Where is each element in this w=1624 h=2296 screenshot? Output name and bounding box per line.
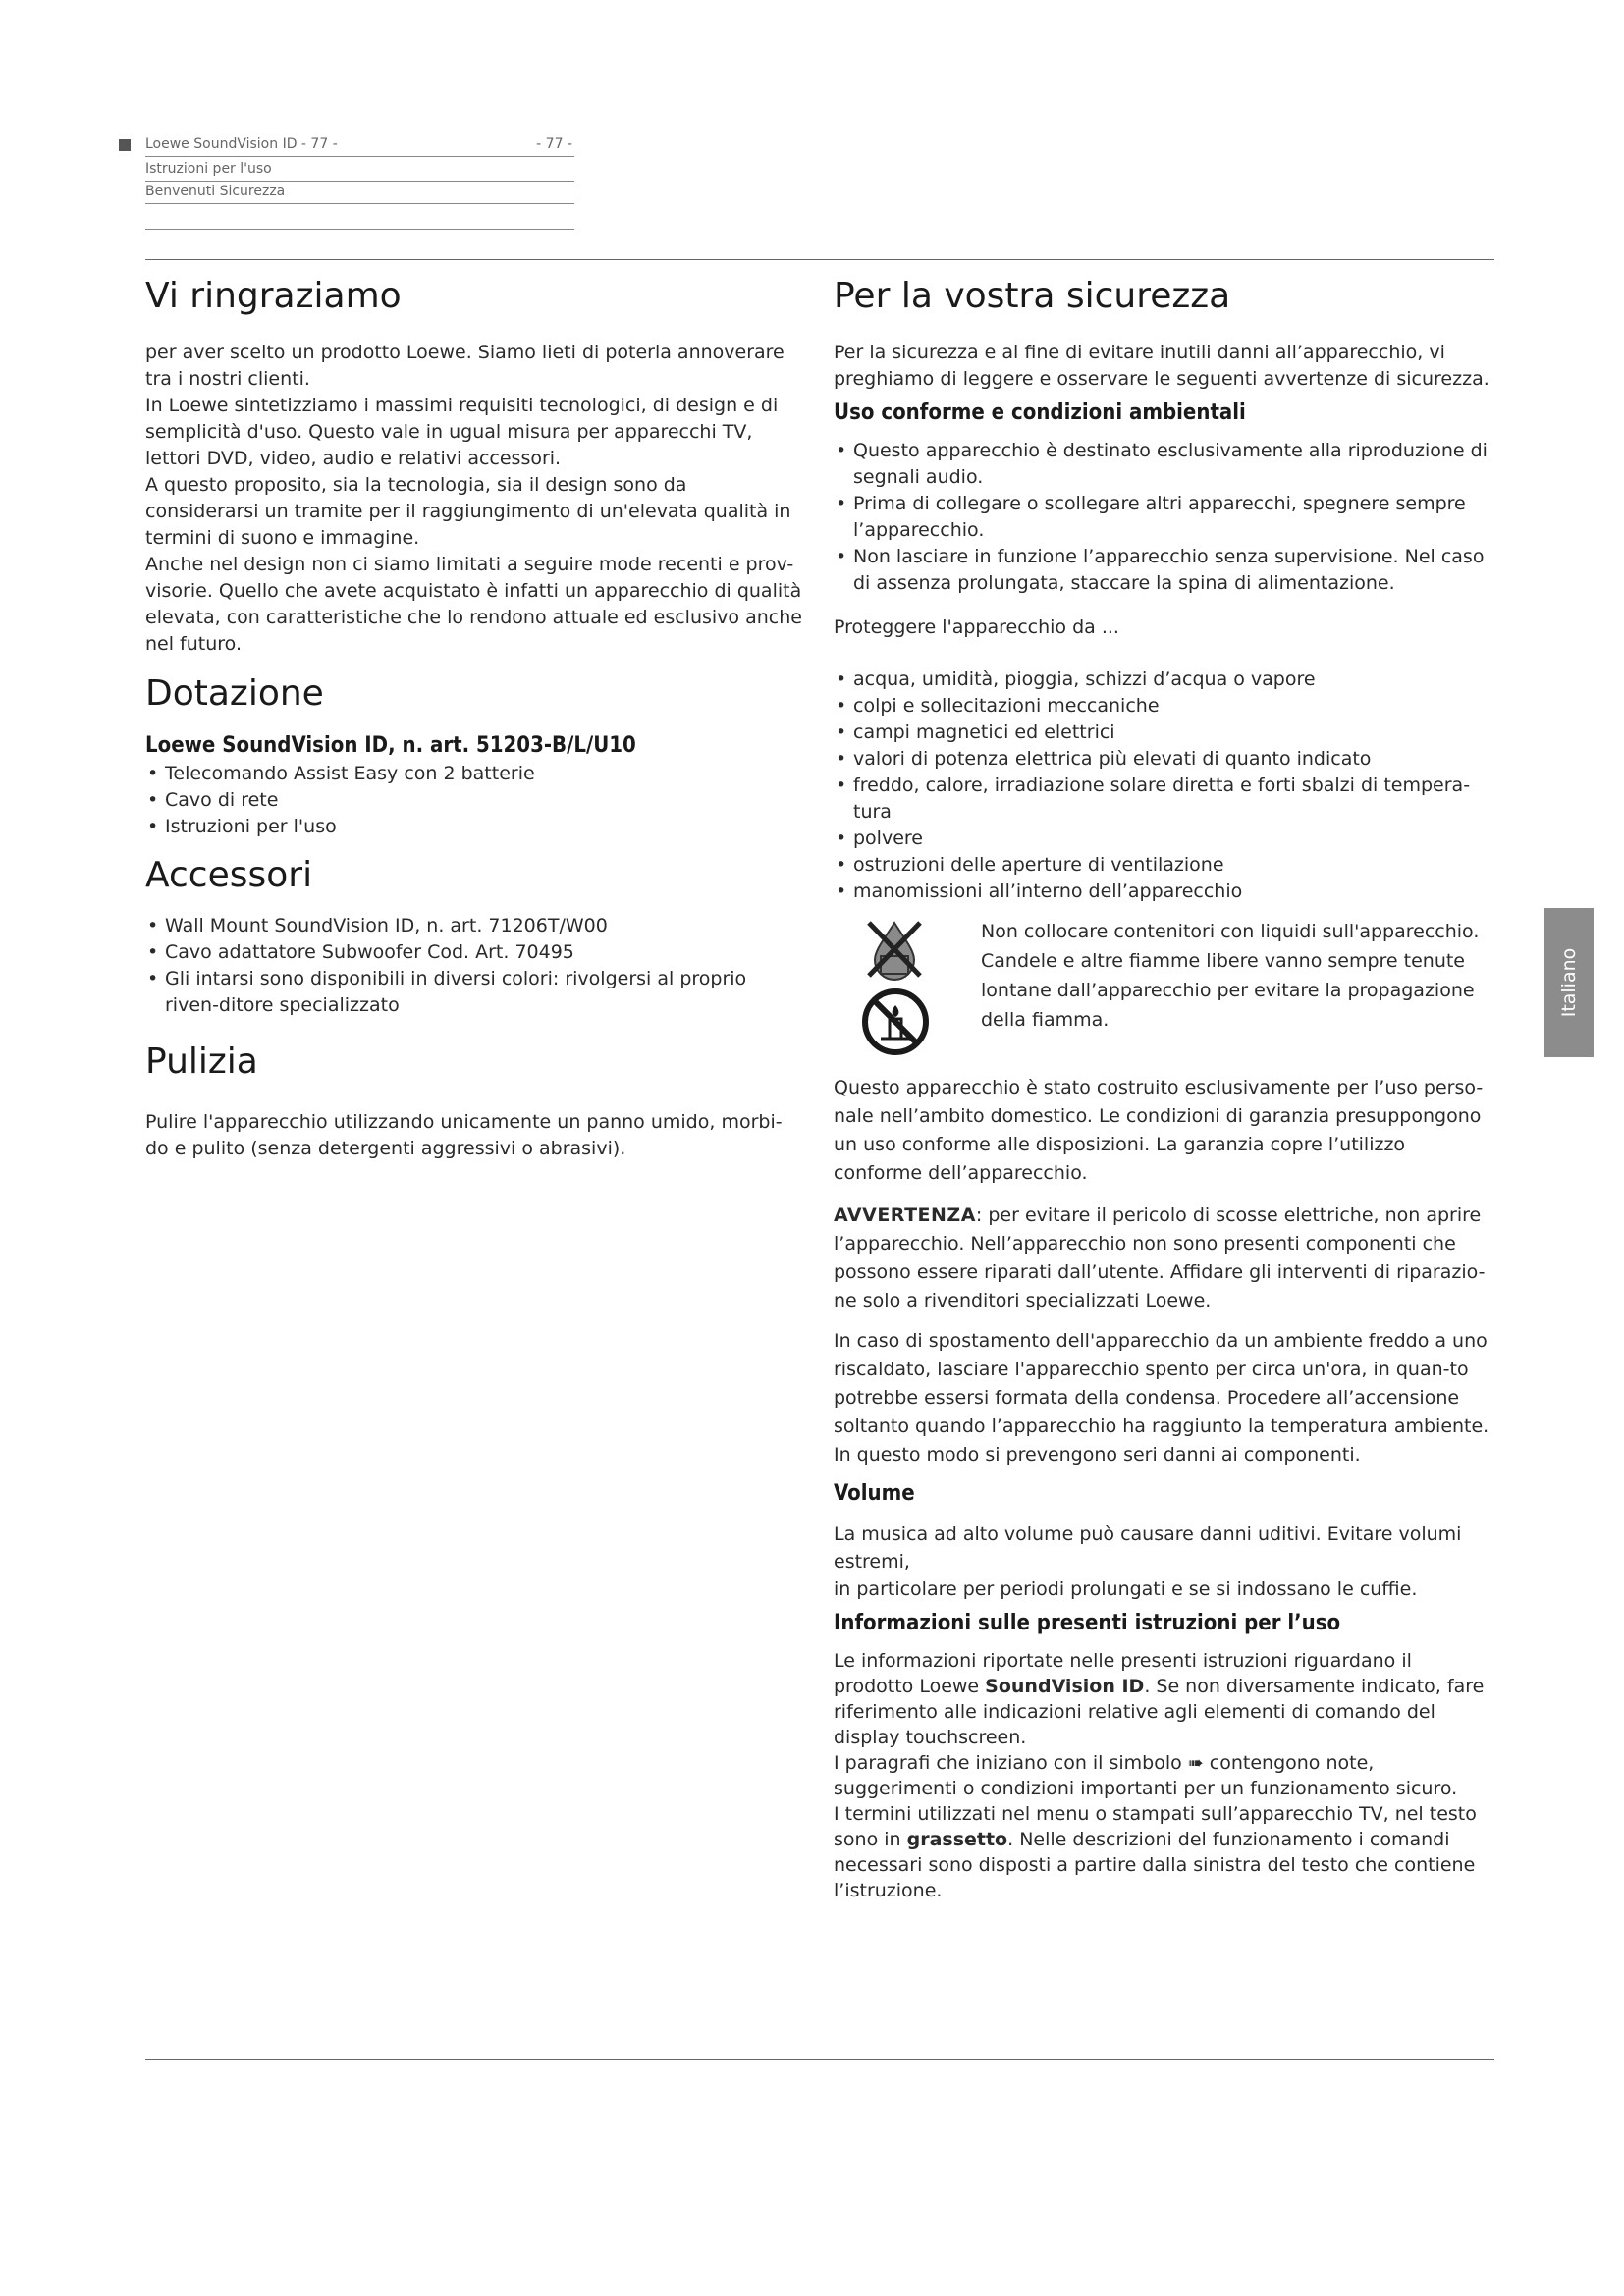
warning-icons-text: Non collocare contenitori con liquidi sull'apparecchio. Candele e altre fiamme libere vanno sempre tenute lontane dall’apparecchio per evitare la propagazione della fiamma.	[981, 921, 1480, 1031]
dotazione-subtitle: Loewe SoundVision ID, n. art. 51203-B/L/U10	[145, 733, 636, 758]
bottom-rule	[145, 2059, 1494, 2060]
header-marker	[119, 139, 131, 151]
ringraziamo-p3: A questo proposito, sia la tecnologia, sia il design sono da considerarsi un tramite per il raggiungimento di un'elevata qualità in termini di suono e immagine.	[145, 474, 791, 549]
volume-p2: in particolare per periodi prolungati e se si indossano le cuffie.	[834, 1578, 1418, 1600]
avvertenza-label: AVVERTENZA	[834, 1204, 976, 1226]
header-page-number: - 77 -	[536, 136, 572, 152]
list-item: • freddo, calore, irradiazione solare diretta e forti sbalzi di tempera-tura	[834, 773, 1495, 826]
avvertenza-text: : per evitare il pericolo di scosse elettriche, non aprire l’apparecchio. Nell’apparecchio non sono presenti componenti che possono essere riparati dall’utente. Affidare gli interventi di riparazio-ne solo a rivenditori specializzati Loewe.	[834, 1204, 1486, 1311]
section-title-accessori: Accessori	[145, 855, 313, 895]
accessori-list	[145, 913, 803, 1019]
list-item: • Telecomando Assist Easy con 2 batterie	[145, 761, 803, 787]
language-tab	[1544, 908, 1594, 1057]
info-p2-text: I paragrafi che iniziano con il simbolo	[834, 1752, 1188, 1774]
list-item: • Cavo adattatore Subwoofer Cod. Art. 70495	[145, 939, 803, 966]
uso-conforme-subtitle: Uso conforme e condizioni ambientali	[834, 400, 1246, 425]
proteggere-list	[834, 667, 1495, 905]
section-title-dotazione: Dotazione	[145, 673, 324, 714]
info-title: Informazioni sulle presenti istruzioni per l’uso	[834, 1611, 1341, 1635]
arrow-symbol-icon: ➠	[1187, 1752, 1204, 1774]
list-item: • acqua, umidità, pioggia, schizzi d’acqua o vapore	[834, 667, 1495, 693]
ringraziamo-p2: In Loewe sintetizziamo i massimi requisiti tecnologici, di design e di semplicità d'uso. Questo vale in ugual misura per apparecchi TV, lettori DVD, video, audio e relativi accessori.	[145, 395, 779, 469]
list-item: • valori di potenza elettrica più elevati di quanto indicato	[834, 746, 1495, 773]
list-item: • Gli intarsi sono disponibili in diversi colori: rivolgersi al proprio riven-ditore specializzato	[145, 966, 803, 1019]
pulizia-text: Pulire l'apparecchio utilizzando unicamente un panno umido, morbi-do e pulito (senza detergenti aggressivi o abrasivi).	[145, 1111, 783, 1159]
ringraziamo-p4: Anche nel design non ci siamo limitati a seguire mode recenti e prov-visorie. Quello che avete acquistato è infatti un apparecchio di qualità elevata, con caratteristiche che lo rendono attuale ed esclusivo anche nel futuro.	[145, 554, 802, 655]
warning-block	[834, 917, 1495, 1066]
list-item: • campi magnetici ed elettrici	[834, 720, 1495, 746]
info-bold-word: grassetto	[906, 1829, 1008, 1850]
no-open-flame-icon	[861, 988, 930, 1060]
info-product-name: SoundVision ID	[985, 1676, 1145, 1697]
list-item: • Istruzioni per l'uso	[145, 814, 803, 840]
avvertenza-paragraph	[834, 1201, 1495, 1315]
info-p1	[834, 1648, 1495, 1750]
condensa-text: In caso di spostamento dell'apparecchio da un ambiente freddo a uno riscaldato, lasciare l'apparecchio spento per circa un'ora, in quan-to potrebbe essersi formata della condensa. Procedere all’accensione soltanto quando l’apparecchio ha raggiunto la temperatura ambiente. In questo modo si prevengono seri danni ai componenti.	[834, 1330, 1489, 1466]
header-line-3: Benvenuti Sicurezza	[145, 183, 574, 204]
info-p1-text-end: . Se non diversamente indicato, fare riferimento alle indicazioni relative agli elementi di comando del display touchscreen.	[834, 1676, 1485, 1748]
list-item: • Non lasciare in funzione l’apparecchio senza supervisione. Nel caso di assenza prolungata, staccare la spina di alimentazione.	[834, 544, 1495, 597]
info-p1-text: Le informazioni riportate nelle presenti istruzioni riguardano il prodotto Loewe	[834, 1650, 1412, 1697]
top-rule	[145, 259, 1494, 260]
header-line-1	[145, 135, 574, 157]
dotazione-list	[145, 761, 803, 840]
uso-conforme-list	[834, 438, 1495, 597]
list-item: • Cavo di rete	[145, 787, 803, 814]
volume-title: Volume	[834, 1481, 915, 1506]
right-column	[834, 275, 1495, 1903]
list-item: • ostruzioni delle aperture di ventilazione	[834, 852, 1495, 879]
list-item: • polvere	[834, 826, 1495, 852]
info-p2-text-end: contengono note, suggerimenti o condizioni importanti per un funzionamento sicuro.	[834, 1752, 1458, 1799]
header-line-2: Istruzioni per l'uso	[145, 160, 574, 182]
info-p3	[834, 1801, 1495, 1903]
list-item: • Questo apparecchio è destinato esclusivamente alla riproduzione di segnali audio.	[834, 438, 1495, 491]
proteggere-intro: Proteggere l'apparecchio da ...	[834, 616, 1119, 638]
list-item: • colpi e sollecitazioni meccaniche	[834, 693, 1495, 720]
list-item: • Prima di collegare o scollegare altri apparecchi, spegnere sempre l’apparecchio.	[834, 491, 1495, 544]
volume-p1: La musica ad alto volume può causare danni uditivi. Evitare volumi estremi,	[834, 1523, 1462, 1573]
info-p2	[834, 1750, 1495, 1801]
header-doc-title: Loewe SoundVision ID - 77 -	[145, 136, 338, 152]
sicurezza-intro: Per la sicurezza e al fine di evitare inutili danni all’apparecchio, vi preghiamo di leggere e osservare le seguenti avvertenze di sicurezza.	[834, 342, 1489, 390]
header-rule	[145, 229, 574, 230]
section-title-sicurezza: Per la vostra sicurezza	[834, 276, 1231, 316]
left-column	[145, 275, 803, 1162]
no-liquids-icon	[863, 917, 926, 986]
info-p3-text-end: . Nelle descrizioni del funzionamento i comandi necessari sono disposti a partire dalla sinistra del testo che contiene l’istruzione.	[834, 1829, 1476, 1901]
section-title-ringraziamo: Vi ringraziamo	[145, 276, 402, 316]
list-item: • manomissioni all’interno dell’apparecchio	[834, 879, 1495, 905]
ringraziamo-p1: per aver scelto un prodotto Loewe. Siamo lieti di poterla annoverare tra i nostri clienti.	[145, 342, 785, 390]
language-tab-label: Italiano	[1558, 947, 1580, 1018]
section-title-pulizia: Pulizia	[145, 1041, 258, 1082]
list-item: • Wall Mount SoundVision ID, n. art. 71206T/W00	[145, 913, 803, 939]
info-p3-text: I termini utilizzati nel menu o stampati sull’apparecchio TV, nel testo sono in	[834, 1803, 1477, 1850]
uso-domestico-text: Questo apparecchio è stato costruito esclusivamente per l’uso perso-nale nell’ambito domestico. Le condizioni di garanzia presuppongono un uso conforme alle disposizioni. La garanzia copre l’utilizzo conforme dell’apparecchio.	[834, 1077, 1484, 1184]
